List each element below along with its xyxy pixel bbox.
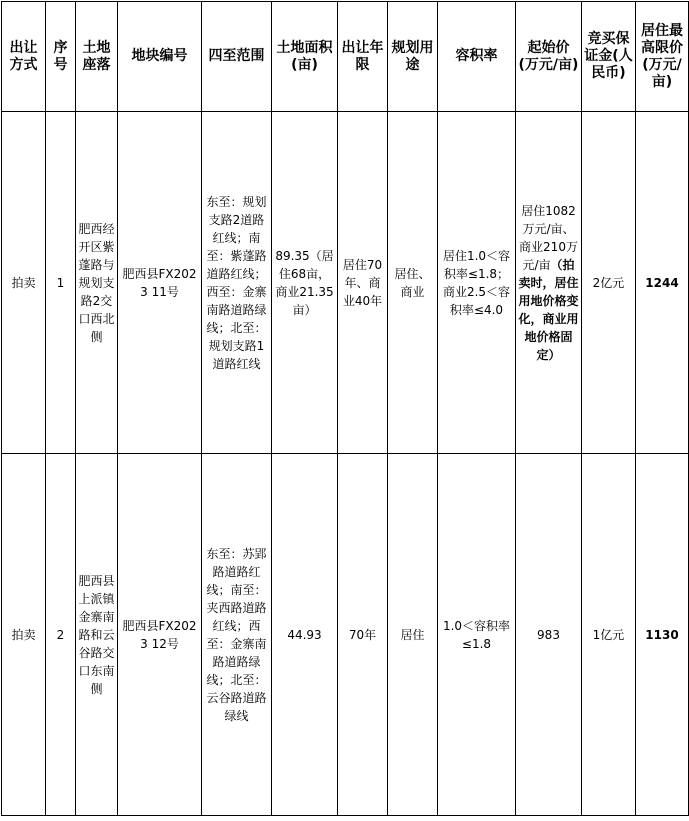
start-price-note: （拍卖时，居住用地价格变化，商业用地价格固定） [518,257,579,362]
header-area: 土地面积(亩) [272,2,338,112]
cell-seq: 1 [46,112,76,454]
header-use: 规划用途 [388,2,438,112]
cell-deposit: 2亿元 [582,112,636,454]
cell-term: 70年 [338,454,388,816]
cell-boundary: 东至：苏郢路道路红线；南至：夹西路道路红线；西至：金寨南路道路绿线；北至：云谷路道路绿线 [202,454,272,816]
cell-far: 居住1.0＜容积率≤1.8；商业2.5＜容积率≤4.0 [438,112,516,454]
cell-method: 拍卖 [2,454,46,816]
header-far: 容积率 [438,2,516,112]
cell-seq: 2 [46,454,76,816]
table-row [2,454,689,816]
header-row [2,2,689,112]
header-seq: 序号 [46,2,76,112]
cell-plot-no: 肥西县FX2023 11号 [118,112,202,454]
header-method: 出让方式 [2,2,46,112]
land-auction-table [1,1,689,816]
cell-deposit: 1亿元 [582,454,636,816]
header-deposit: 竞买保证金(人民币) [582,2,636,112]
header-boundary: 四至范围 [202,2,272,112]
cell-area: 44.93 [272,454,338,816]
cell-area: 89.35（居住68亩，商业21.35亩） [272,112,338,454]
header-plot-no: 地块编号 [118,2,202,112]
table-row [2,112,689,454]
cell-method: 拍卖 [2,112,46,454]
cell-max-price: 1244 [636,112,689,454]
cell-boundary: 东至：规划支路2道路红线；南至：紫蓬路道路红线；西至：金寨南路道路绿线；北至：规划支路1道路红线 [202,112,272,454]
cell-max-price: 1130 [636,454,689,816]
start-price-text: 居住1082万元/亩、商业210万元/亩 [519,203,578,272]
cell-use: 居住、商业 [388,112,438,454]
cell-plot-no: 肥西县FX2023 12号 [118,454,202,816]
cell-use: 居住 [388,454,438,816]
cell-far: 1.0＜容积率≤1.8 [438,454,516,816]
header-max-price: 居住最高限价(万元/亩) [636,2,689,112]
header-start-price: 起始价(万元/亩) [516,2,582,112]
cell-location: 肥西县上派镇金寨南路和云谷路交口东南侧 [76,454,118,816]
cell-location: 肥西经开区紫蓬路与规划支路2交口西北侧 [76,112,118,454]
cell-term: 居住70年、商业40年 [338,112,388,454]
header-location: 土地座落 [76,2,118,112]
cell-start-price [516,112,582,454]
header-term: 出让年限 [338,2,388,112]
start-price-text: 983 [537,627,560,642]
cell-start-price [516,454,582,816]
